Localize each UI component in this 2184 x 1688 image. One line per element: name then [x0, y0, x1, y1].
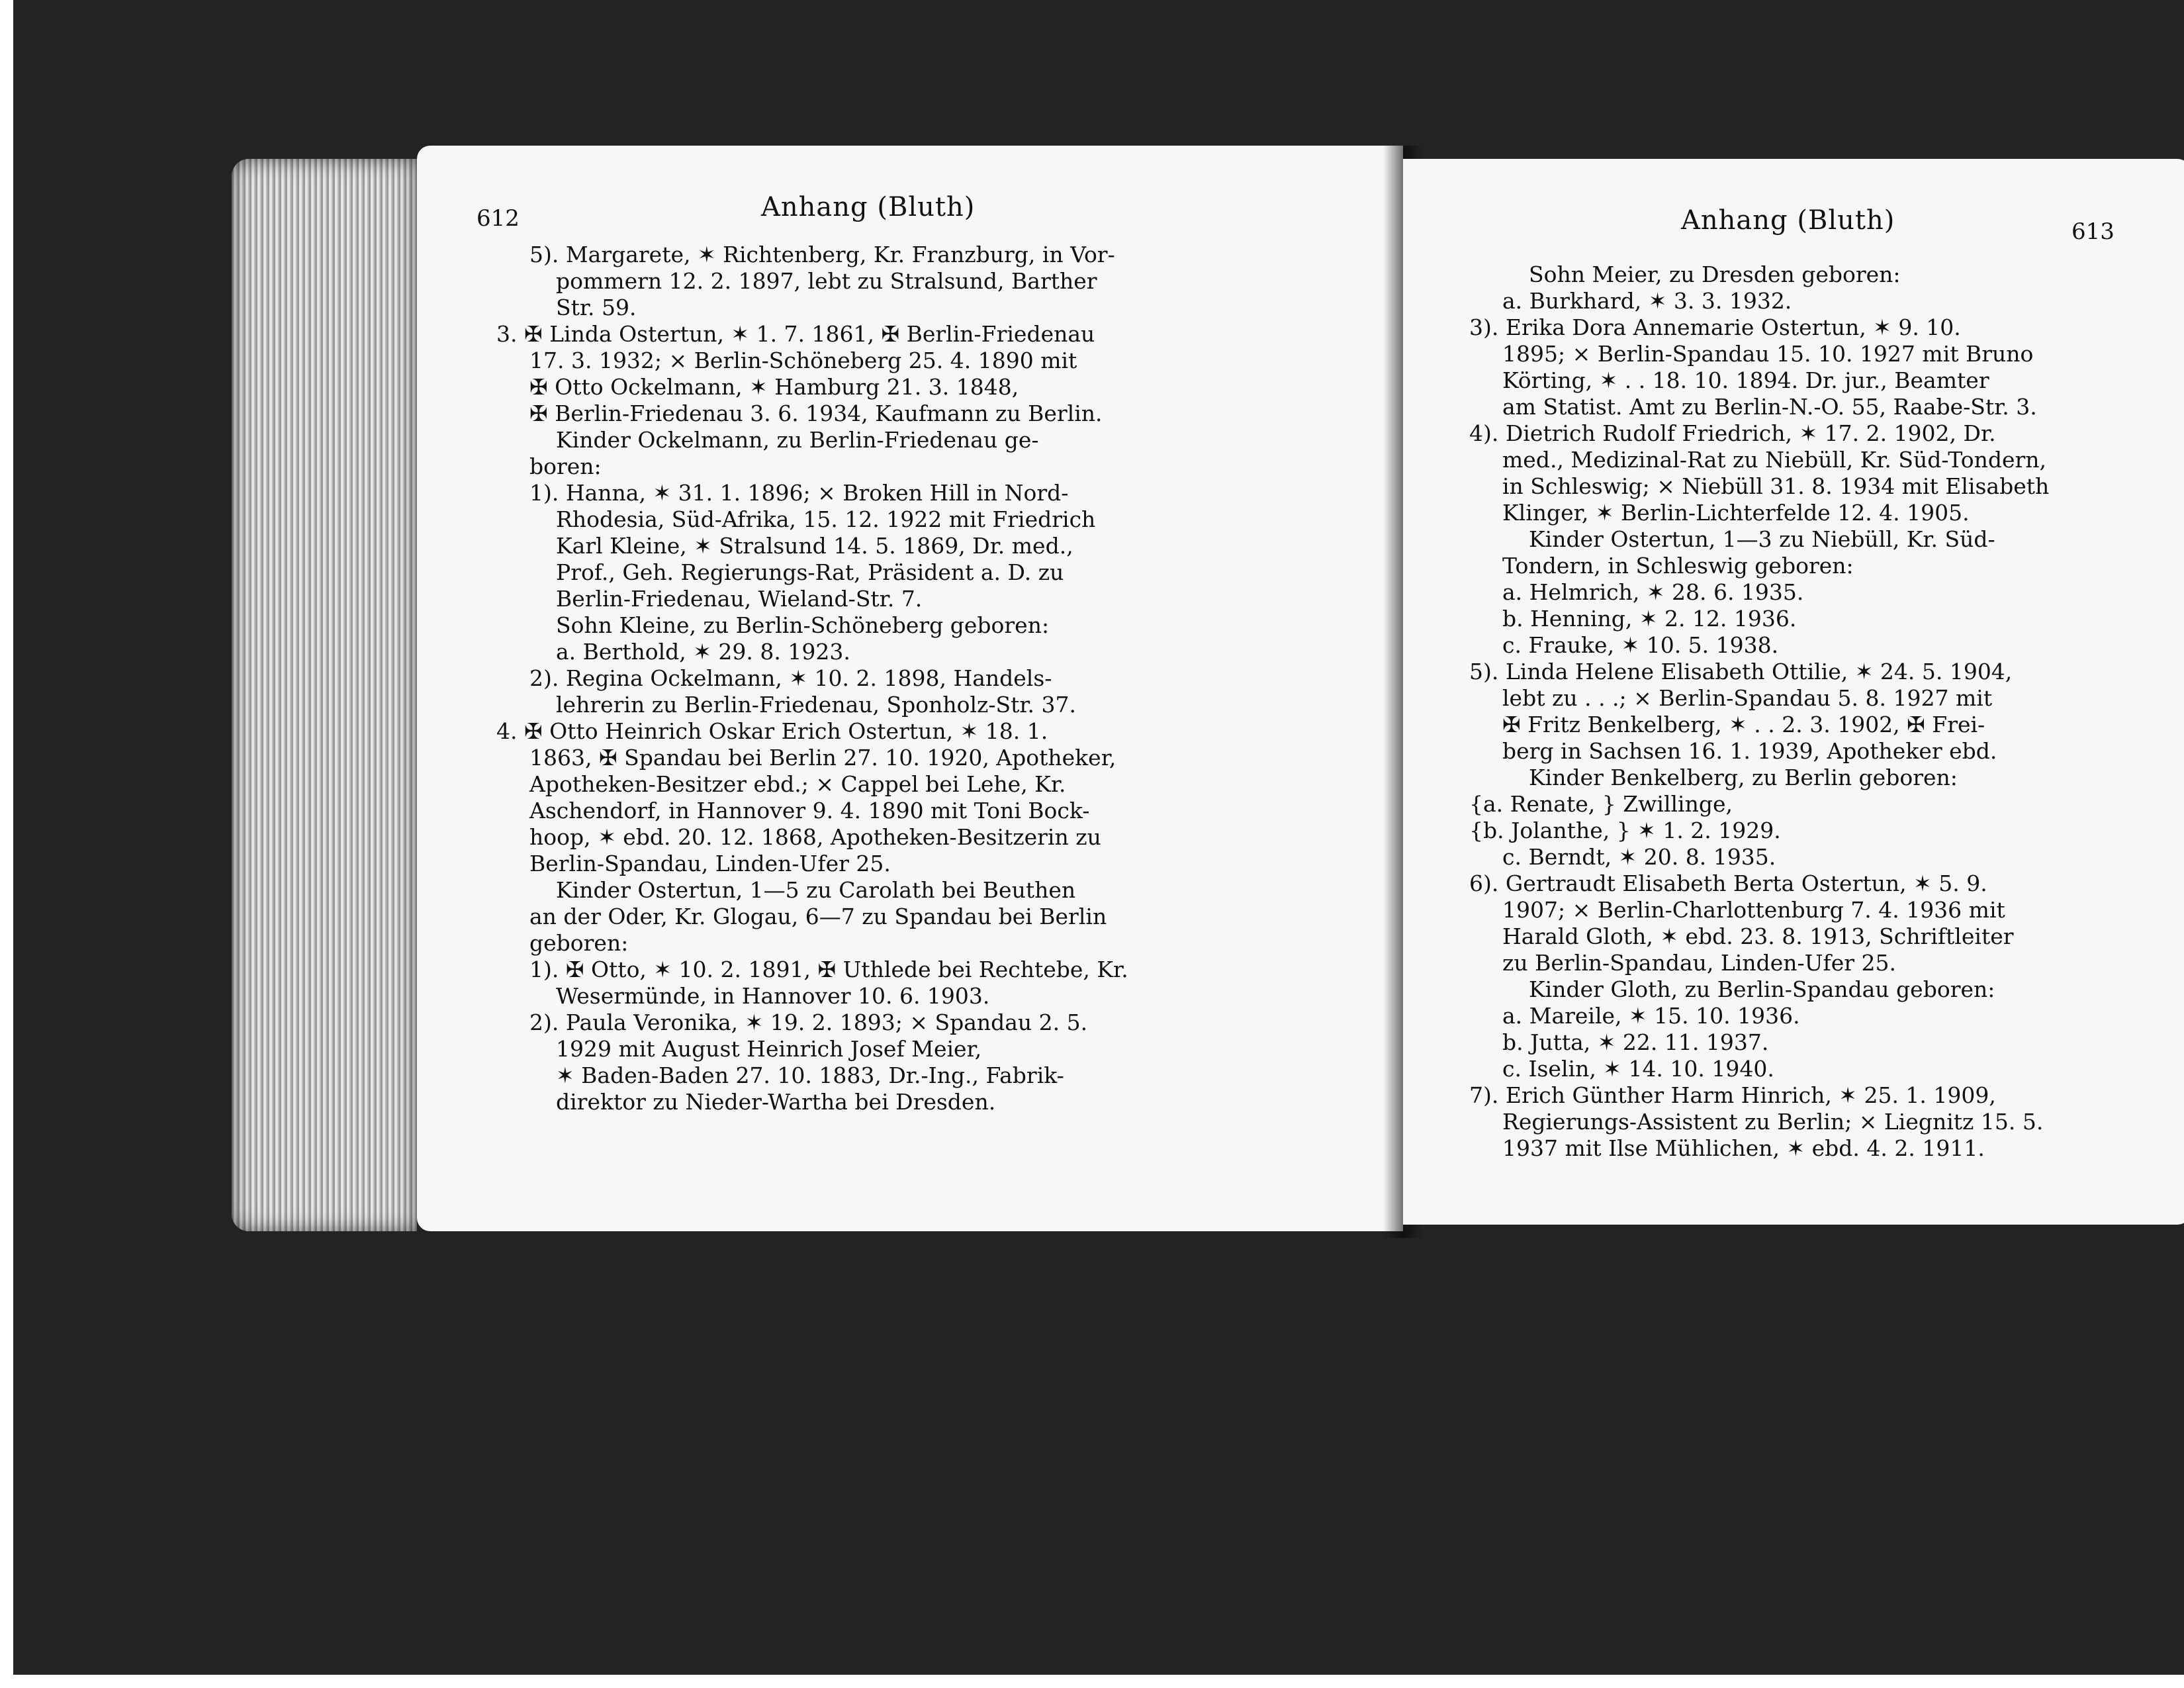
text-line: direktor zu Nieder-Wartha bei Dresden.: [556, 1089, 996, 1115]
text-line: Sohn Meier, zu Dresden geboren:: [1529, 261, 1901, 287]
text-line: a. Burkhard, ✶ 3. 3. 1932.: [1502, 288, 1792, 314]
text-line: Aschendorf, in Hannover 9. 4. 1890 mit Toni Bock-: [529, 798, 1090, 823]
text-line: 2). Regina Ockelmann, ✶ 10. 2. 1898, Handels-: [529, 665, 1052, 691]
text-line: 1907; ⨯ Berlin-Charlottenburg 7. 4. 1936 mit: [1502, 897, 2005, 923]
text-line: am Statist. Amt zu Berlin-N.-O. 55, Raabe-Str. 3.: [1502, 394, 2037, 420]
text-line: Regierungs-Assistent zu Berlin; ⨯ Liegnitz 15. 5.: [1502, 1109, 2044, 1135]
text-line: c. Frauke, ✶ 10. 5. 1938.: [1502, 632, 1779, 658]
text-line: 3). Erika Dora Annemarie Ostertun, ✶ 9. 10.: [1469, 314, 1961, 340]
text-line: Tondern, in Schleswig geboren:: [1502, 553, 1854, 579]
text-line: pommern 12. 2. 1897, lebt zu Stralsund, Barther: [556, 268, 1097, 294]
text-line: 4. ✠ Otto Heinrich Oskar Erich Ostertun, ✶ 18. 1.: [496, 718, 1048, 744]
text-line: Str. 59.: [556, 295, 637, 320]
text-line: 5). Linda Helene Elisabeth Ottilie, ✶ 24. 5. 1904,: [1469, 659, 2013, 684]
text-line: 2). Paula Veronika, ✶ 19. 2. 1893; ⨯ Spandau 2. 5.: [529, 1009, 1088, 1035]
open-book: [232, 139, 2115, 1251]
text-line: b. Henning, ✶ 2. 12. 1936.: [1502, 606, 1797, 632]
text-line: ✶ Baden-Baden 27. 10. 1883, Dr.-Ing., Fabrik-: [556, 1062, 1064, 1088]
text-line: {a. Renate, } Zwillinge,: [1469, 791, 1733, 817]
text-line: ✠ Fritz Benkelberg, ✶ . . 2. 3. 1902, ✠ Frei-: [1502, 712, 1985, 737]
text-line: Harald Gloth, ✶ ebd. 23. 8. 1913, Schriftleiter: [1502, 923, 2014, 949]
text-line: Berlin-Spandau, Linden-Ufer 25.: [529, 851, 891, 876]
text-line: 1895; ⨯ Berlin-Spandau 15. 10. 1927 mit Bruno: [1502, 341, 2034, 367]
text-line: in Schleswig; ⨯ Niebüll 31. 8. 1934 mit Elisabeth: [1502, 473, 2050, 499]
text-line: 1). Hanna, ✶ 31. 1. 1896; ⨯ Broken Hill in Nord-: [529, 480, 1069, 506]
text-line: Kinder Ostertun, 1—3 zu Niebüll, Kr. Süd-: [1529, 526, 1995, 552]
text-line: c. Berndt, ✶ 20. 8. 1935.: [1502, 844, 1776, 870]
text-line: c. Iselin, ✶ 14. 10. 1940.: [1502, 1056, 1774, 1082]
text-line: Prof., Geh. Regierungs-Rat, Präsident a. D. zu: [556, 559, 1064, 585]
text-line: 5). Margarete, ✶ Richtenberg, Kr. Franzburg, in Vor-: [529, 242, 1115, 267]
text-line: Kinder Benkelberg, zu Berlin geboren:: [1529, 765, 1958, 790]
left-page-edges: [232, 159, 417, 1231]
text-line: a. Helmrich, ✶ 28. 6. 1935.: [1502, 579, 1804, 605]
text-line: zu Berlin-Spandau, Linden-Ufer 25.: [1502, 950, 1896, 976]
text-line: a. Berthold, ✶ 29. 8. 1923.: [556, 639, 850, 665]
text-line: an der Oder, Kr. Glogau, 6—7 zu Spandau bei Berlin: [529, 904, 1107, 929]
text-line: 1929 mit August Heinrich Josef Meier,: [556, 1036, 982, 1062]
text-line: 6). Gertraudt Elisabeth Berta Ostertun, ✶ 5. 9.: [1469, 870, 1987, 896]
text-line: Kinder Ostertun, 1—5 zu Carolath bei Beuthen: [556, 877, 1076, 903]
text-line: {b. Jolanthe, } ✶ 1. 2. 1929.: [1469, 818, 1781, 843]
left-running-head: Anhang (Bluth): [761, 192, 976, 222]
text-line: boren:: [529, 453, 602, 479]
text-line: 17. 3. 1932; ⨯ Berlin-Schöneberg 25. 4. 1890 mit: [529, 348, 1077, 373]
text-line: Kinder Gloth, zu Berlin-Spandau geboren:: [1529, 976, 1995, 1002]
text-line: ✠ Berlin-Friedenau 3. 6. 1934, Kaufmann zu Berlin.: [529, 400, 1103, 426]
left-page-text: [457, 242, 1383, 1115]
right-page: [1403, 159, 2184, 1225]
text-line: Klinger, ✶ Berlin-Lichterfelde 12. 4. 1905.: [1502, 500, 1970, 526]
text-line: 1863, ✠ Spandau bei Berlin 27. 10. 1920, Apotheker,: [529, 745, 1116, 771]
text-line: a. Mareile, ✶ 15. 10. 1936.: [1502, 1003, 1800, 1029]
text-line: 7). Erich Günther Harm Hinrich, ✶ 25. 1. 1909,: [1469, 1082, 1996, 1108]
text-line: Körting, ✶ . . 18. 10. 1894. Dr. jur., Beamter: [1502, 367, 1989, 393]
text-line: Sohn Kleine, zu Berlin-Schöneberg geboren:: [556, 612, 1050, 638]
text-line: Berlin-Friedenau, Wieland-Str. 7.: [556, 586, 923, 612]
text-line: Wesermünde, in Hannover 10. 6. 1903.: [556, 983, 990, 1009]
text-line: med., Medizinal-Rat zu Niebüll, Kr. Süd-Tondern,: [1502, 447, 2047, 473]
text-line: ✠ Otto Ockelmann, ✶ Hamburg 21. 3. 1848,: [529, 374, 1019, 400]
text-line: hoop, ✶ ebd. 20. 12. 1868, Apotheken-Besitzerin zu: [529, 824, 1101, 850]
text-line: berg in Sachsen 16. 1. 1939, Apotheker ebd.: [1502, 738, 1997, 764]
text-line: 1). ✠ Otto, ✶ 10. 2. 1891, ✠ Uthlede bei Rechtebe, Kr.: [529, 957, 1128, 982]
left-page: [417, 146, 1403, 1231]
right-page-number: 613: [2071, 218, 2115, 245]
text-line: 3. ✠ Linda Ostertun, ✶ 1. 7. 1861, ✠ Berlin-Friedenau: [496, 321, 1095, 347]
left-page-number: 612: [477, 205, 520, 232]
text-line: lehrerin zu Berlin-Friedenau, Sponholz-Str. 37.: [556, 692, 1077, 718]
text-line: 4). Dietrich Rudolf Friedrich, ✶ 17. 2. 1902, Dr.: [1469, 420, 1996, 446]
right-page-text: [1430, 261, 2171, 1162]
text-line: Apotheken-Besitzer ebd.; ⨯ Cappel bei Lehe, Kr.: [529, 771, 1066, 797]
text-line: Kinder Ockelmann, zu Berlin-Friedenau ge-: [556, 427, 1039, 453]
right-running-head: Anhang (Bluth): [1681, 205, 1895, 236]
text-line: geboren:: [529, 930, 629, 956]
text-line: b. Jutta, ✶ 22. 11. 1937.: [1502, 1029, 1769, 1055]
text-line: Karl Kleine, ✶ Stralsund 14. 5. 1869, Dr. med.,: [556, 533, 1073, 559]
text-line: Rhodesia, Süd-Afrika, 15. 12. 1922 mit Friedrich: [556, 506, 1096, 532]
text-line: 1937 mit Ilse Mühlichen, ✶ ebd. 4. 2. 1911.: [1502, 1135, 1985, 1161]
text-line: lebt zu . . .; ⨯ Berlin-Spandau 5. 8. 1927 mit: [1502, 685, 1993, 711]
